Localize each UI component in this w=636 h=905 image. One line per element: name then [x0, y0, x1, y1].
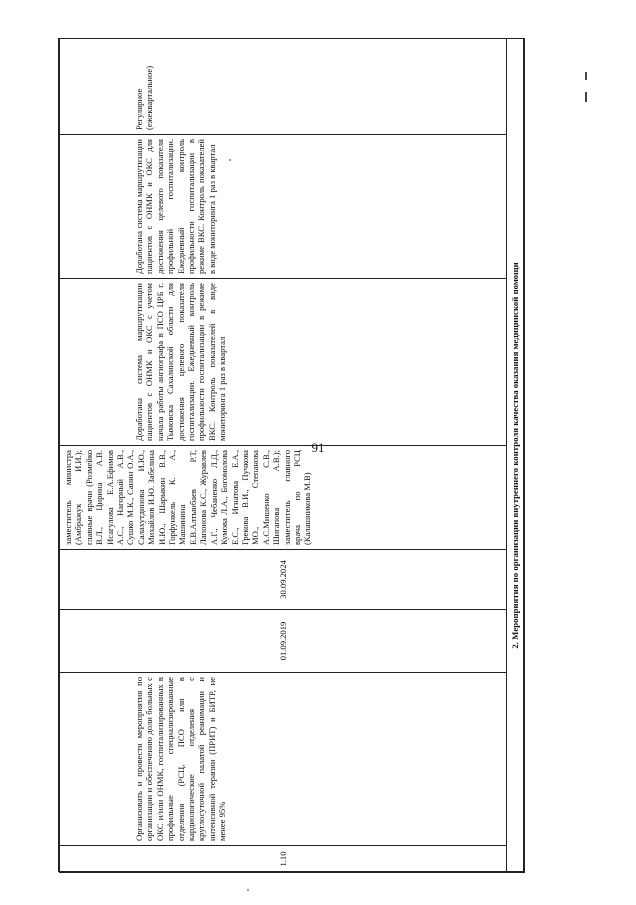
- section-row: [507, 39, 525, 873]
- scan-speck: [247, 889, 249, 891]
- margin-mark: [585, 72, 587, 80]
- section-heading: 2. Мероприятия по организации внутреннего контроля качества оказания медицинской помощи: [507, 39, 525, 873]
- indicator-cell: Доработана система маршрутизации пациентов с ОНМК и ОКС для достижения целевого показателя профильной госпитализации. Ежедневный контроль профильности госпитализации в режиме ВКС. Контроль показателей в виде мониторинга 1 раз в квартал: [60, 135, 507, 279]
- margin-mark: [585, 92, 587, 102]
- responsible-cell: заместитель министра (Амбражук И.И.); главные врачи (Розмейко В.Л., Цирина А.В. Исагулова Е.А.Ефимов А.С., Нагорный А.В., Сушко М.К., Санин О.А., Салахутдинова И.Ю., Михайлов И.Ю. Забелина И.Ю., Шарыкин В.В., Горфункель К. А., Машинина Е.В.Алтынбаев Р.Т, Лапонова К.С., Журавлев А.Г., Чебаненко Л.Д., Кумова Л.А., Богомолова Е.С., Игнатова Е.А., Грекова В.И., Пучкова МО., Степанова А.С.Мишенко С.В., Шигапова А.В.); заместитель главного врача по РСЦ (Калашникова М.В): [60, 446, 507, 550]
- start-date-cell: 01.09.2019: [60, 610, 507, 673]
- result-cell: Доработана система маршрутизации пациентов с ОНМК и ОКС с учетом начала работы ангиографа в ПСО ЦРБ г. Тымовска Сахалинской области для достижения целевого показателя госпитализации. Ежедневный контроль профильности госпитализации в режиме ВКС. Контроль показателей в виде мониторинга 1 раз в квартал: [60, 279, 507, 446]
- task-cell: Организовать и провести мероприятия по организации и обеспечению доли больных с ОКС и/или ОНМК, госпитализированных в профильные специализированные отделения (РСЦ, ПСО или в кардиологические отделения с круглосуточной палатой реанимации и интенсивной терапии (ПРИТ) и БИТР, не менее 95%: [60, 673, 507, 846]
- measures-table: [58, 38, 524, 872]
- page-number: 91: [311, 440, 325, 455]
- table-row: [60, 39, 507, 873]
- end-date-cell: 30.09.2024: [60, 550, 507, 610]
- rotated-table-content: [59, 39, 525, 873]
- scan-speck: [229, 159, 231, 161]
- row-number: 1.10: [60, 846, 507, 873]
- periodicity-cell: Регулярное (ежеквартальное): [60, 39, 507, 135]
